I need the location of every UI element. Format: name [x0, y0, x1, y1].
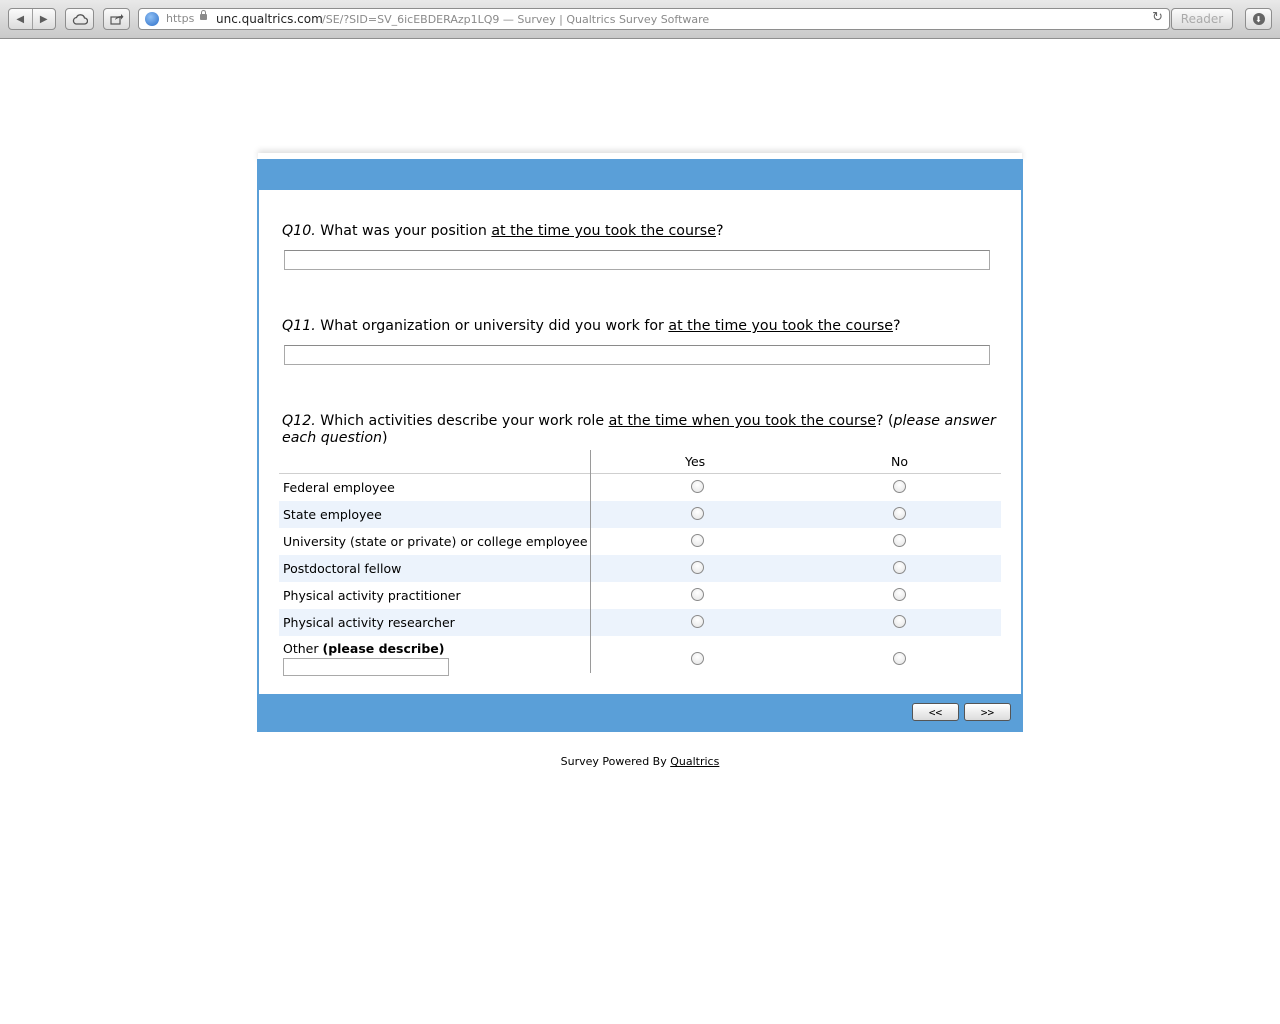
- question-number: Q11.: [282, 318, 316, 334]
- download-icon: ⬇: [1253, 13, 1265, 25]
- matrix-row: [279, 609, 1001, 636]
- question-text-end: ): [382, 430, 388, 446]
- question-q11: [282, 318, 997, 335]
- no-radio[interactable]: [893, 534, 906, 547]
- next-button[interactable]: >>: [964, 703, 1011, 721]
- no-radio[interactable]: [893, 561, 906, 574]
- matrix-header: [279, 450, 1001, 474]
- column-divider: [590, 450, 591, 673]
- question-emphasis: at the time you took the course: [491, 223, 716, 239]
- lock-icon: [200, 14, 207, 20]
- question-emphasis: at the time you took the course: [668, 318, 893, 334]
- question-q12: [282, 413, 997, 447]
- question-text: What organization or university did you work for: [315, 318, 669, 334]
- cloud-icon: [72, 14, 88, 25]
- row-label: Postdoctoral fellow: [283, 561, 402, 576]
- question-instruction: please answer each question: [282, 413, 996, 446]
- matrix-row: [279, 582, 1001, 609]
- survey-header-bar: [257, 159, 1023, 189]
- survey-container: [257, 159, 1023, 732]
- row-label: State employee: [283, 507, 382, 522]
- question-text-end: ?: [715, 223, 724, 239]
- survey-footer-bar: [257, 694, 1023, 732]
- other-label: Other: [283, 641, 319, 656]
- url-path-and-title: [322, 13, 709, 26]
- share-icon: [110, 13, 124, 25]
- yes-radio[interactable]: [691, 534, 704, 547]
- row-label: Federal employee: [283, 480, 395, 495]
- column-label-no: No: [891, 454, 908, 469]
- yes-radio[interactable]: [691, 652, 704, 665]
- page-title: — Survey | Qualtrics Survey Software: [499, 13, 710, 26]
- browser-toolbar: [0, 0, 1280, 39]
- row-label-other: [283, 641, 444, 656]
- row-label: University (state or private) or college employee: [283, 534, 588, 549]
- row-label: Physical activity practitioner: [283, 588, 461, 603]
- question-q10: [282, 223, 997, 240]
- icloud-tabs-button[interactable]: [65, 8, 94, 30]
- other-instruction: (please describe): [322, 641, 445, 656]
- survey-body: [259, 190, 1021, 694]
- other-describe-input[interactable]: [283, 658, 449, 676]
- question-number: Q10.: [282, 223, 316, 239]
- url-scheme: https: [166, 12, 195, 25]
- question-emphasis: at the time when you took the course: [608, 413, 876, 429]
- question-text: Which activities describe your work role: [315, 413, 609, 429]
- back-icon[interactable]: ◀: [16, 13, 25, 25]
- row-label: Physical activity researcher: [283, 615, 455, 630]
- question-number: Q12.: [282, 413, 316, 429]
- yes-radio[interactable]: [691, 615, 704, 628]
- matrix-row: [279, 528, 1001, 555]
- question-text: What was your position: [315, 223, 492, 239]
- address-bar[interactable]: [138, 8, 1170, 30]
- no-radio[interactable]: [893, 615, 906, 628]
- qualtrics-link[interactable]: Qualtrics: [670, 755, 720, 768]
- forward-icon[interactable]: ▶: [39, 13, 48, 25]
- globe-icon: [145, 12, 159, 26]
- no-radio[interactable]: [893, 652, 906, 665]
- matrix-row: [279, 501, 1001, 528]
- organization-input[interactable]: [284, 345, 990, 365]
- powered-by: [0, 755, 1280, 768]
- back-button[interactable]: <<: [912, 703, 959, 721]
- matrix-row: [279, 555, 1001, 582]
- no-radio[interactable]: [893, 507, 906, 520]
- no-radio[interactable]: [893, 480, 906, 493]
- matrix-row-other: [279, 636, 1001, 676]
- downloads-button[interactable]: [1245, 8, 1272, 30]
- question-text-mid: ? (: [875, 413, 894, 429]
- yes-radio[interactable]: [691, 588, 704, 601]
- reader-button[interactable]: Reader: [1171, 8, 1233, 30]
- column-label-yes: Yes: [685, 454, 706, 469]
- no-radio[interactable]: [893, 588, 906, 601]
- url-path: /SE/?SID=SV_6icEBDERAzp1LQ9: [322, 13, 500, 26]
- powered-text: Survey Powered By: [560, 755, 671, 768]
- question-text-end: ?: [892, 318, 901, 334]
- position-input[interactable]: [284, 250, 990, 270]
- matrix-row: [279, 474, 1001, 501]
- url-host: unc.qualtrics.com: [216, 12, 323, 26]
- share-button[interactable]: [103, 8, 130, 30]
- yes-radio[interactable]: [691, 480, 704, 493]
- yes-radio[interactable]: [691, 561, 704, 574]
- back-forward-buttons: [8, 8, 56, 30]
- reload-icon[interactable]: ↻: [1152, 10, 1163, 25]
- yes-radio[interactable]: [691, 507, 704, 520]
